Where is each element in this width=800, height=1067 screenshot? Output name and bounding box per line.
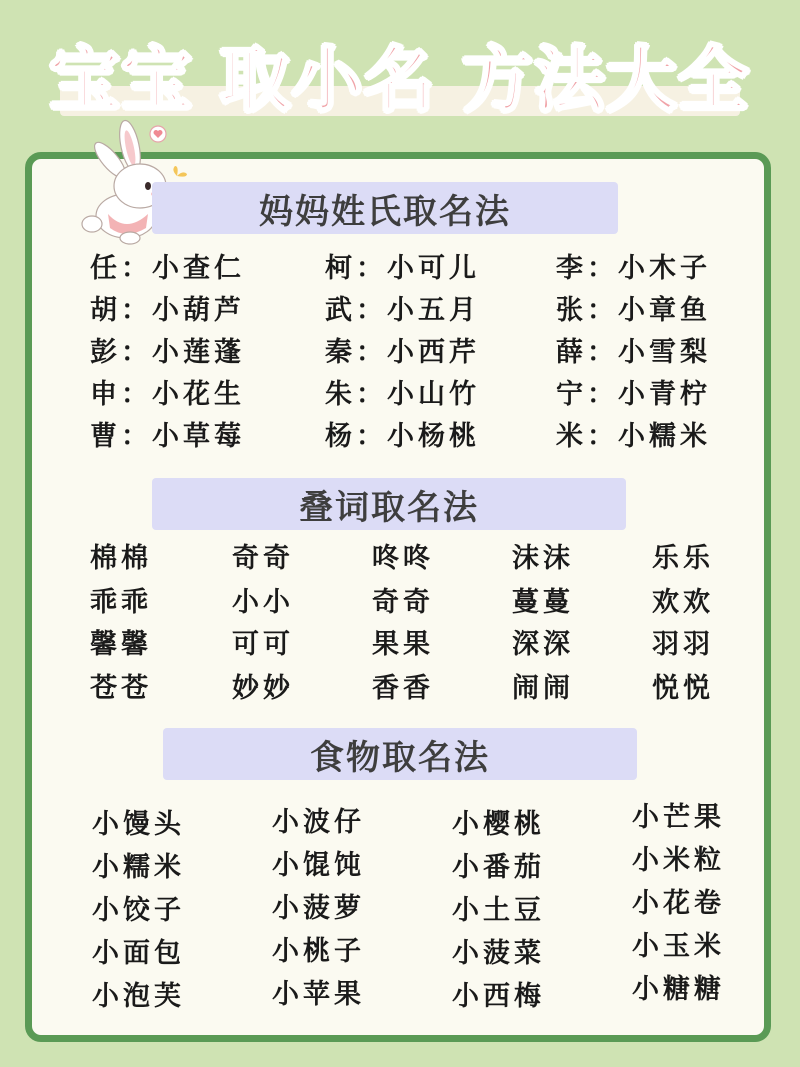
food-name-item: 小糖糖 [632, 974, 725, 1005]
reduplicated-name-item: 小小 [232, 587, 294, 618]
section-header-reduplicated [152, 478, 626, 530]
food-name-item: 小桃子 [272, 936, 365, 967]
reduplicated-name-item: 欢欢 [652, 587, 714, 618]
food-name-item: 小馒头 [92, 809, 185, 840]
reduplicated-name-item: 羽羽 [652, 629, 714, 660]
surname-name-item: 秦：小西芹 [325, 337, 480, 368]
food-name-item: 小馄饨 [272, 850, 365, 881]
reduplicated-name-item: 悦悦 [652, 673, 714, 704]
reduplicated-name-item: 馨馨 [90, 629, 152, 660]
reduplicated-name-item: 奇奇 [232, 543, 294, 574]
food-name-item: 小泡芙 [92, 981, 185, 1012]
food-name-item: 小糯米 [92, 852, 185, 883]
reduplicated-name-item: 奇奇 [372, 587, 434, 618]
poster-title-area [0, 30, 800, 130]
reduplicated-name-item: 棉棉 [90, 543, 152, 574]
poster-title: 宝宝 取小名 方法大全 [49, 39, 751, 121]
reduplicated-name-item: 妙妙 [232, 673, 294, 704]
reduplicated-name-item: 深深 [512, 629, 574, 660]
reduplicated-name-item: 香香 [372, 673, 434, 704]
surname-name-item: 张：小章鱼 [556, 295, 711, 326]
food-name-item: 小米粒 [632, 845, 725, 876]
reduplicated-name-item: 沫沫 [512, 543, 574, 574]
reduplicated-name-item: 苍苍 [90, 673, 152, 704]
reduplicated-name-item: 乐乐 [652, 543, 714, 574]
food-name-item: 小饺子 [92, 895, 185, 926]
reduplicated-name-item: 闹闹 [512, 673, 574, 704]
food-name-item: 小菠菜 [452, 938, 545, 969]
surname-name-item: 朱：小山竹 [325, 379, 480, 410]
surname-name-item: 米：小糯米 [556, 421, 711, 452]
section-header-surname [152, 182, 618, 234]
surname-name-item: 薛：小雪梨 [556, 337, 711, 368]
surname-name-item: 杨：小杨桃 [325, 421, 480, 452]
surname-name-item: 胡：小葫芦 [90, 295, 245, 326]
surname-name-item: 武：小五月 [325, 295, 480, 326]
food-name-item: 小菠萝 [272, 893, 365, 924]
food-name-item: 小波仔 [272, 807, 365, 838]
food-name-item: 小苹果 [272, 979, 365, 1010]
surname-name-item: 宁：小青柠 [556, 379, 711, 410]
food-name-item: 小番茄 [452, 852, 545, 883]
reduplicated-name-item: 乖乖 [90, 587, 152, 618]
surname-name-item: 李：小木子 [556, 253, 711, 284]
food-name-item: 小玉米 [632, 931, 725, 962]
surname-name-item: 彭：小莲蓬 [90, 337, 245, 368]
food-name-item: 小花卷 [632, 888, 725, 919]
food-name-item: 小樱桃 [452, 809, 545, 840]
section-title: 妈妈姓氏取名法 [259, 191, 511, 232]
section-header-food [163, 728, 637, 780]
food-name-item: 小面包 [92, 938, 185, 969]
section-title: 叠词取名法 [299, 487, 479, 528]
section-title: 食物取名法 [310, 737, 490, 778]
food-name-item: 小芒果 [632, 802, 725, 833]
surname-name-item: 曹：小草莓 [90, 421, 245, 452]
surname-name-item: 任：小查仁 [90, 253, 245, 284]
surname-name-item: 申：小花生 [90, 379, 245, 410]
food-name-item: 小西梅 [452, 981, 545, 1012]
reduplicated-name-item: 可可 [232, 629, 294, 660]
food-name-item: 小土豆 [452, 895, 545, 926]
surname-name-item: 柯：小可儿 [325, 253, 480, 284]
reduplicated-name-item: 咚咚 [372, 543, 434, 574]
reduplicated-name-item: 果果 [372, 629, 434, 660]
reduplicated-name-item: 蔓蔓 [512, 587, 574, 618]
